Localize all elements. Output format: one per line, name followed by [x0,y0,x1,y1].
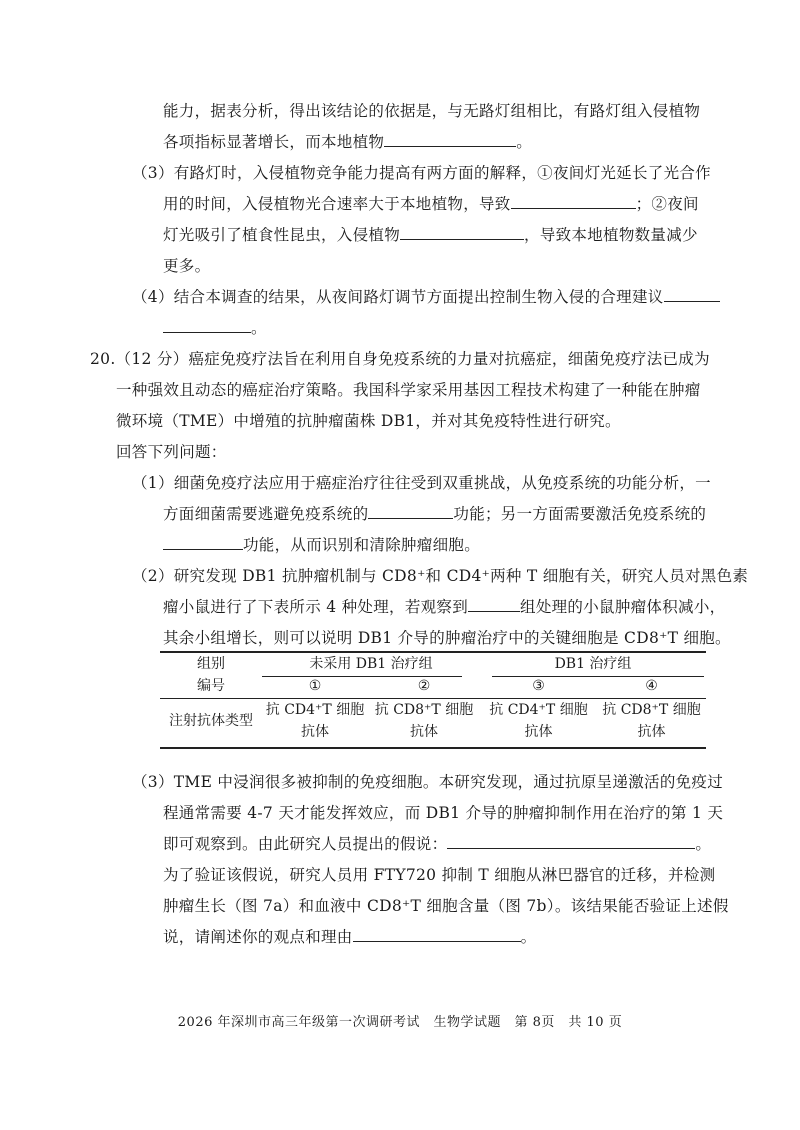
q19-4-text: 。 [251,319,267,337]
cell-text: 抗 CD8⁺T 细胞 [602,702,701,718]
treatment-table [160,653,706,743]
q19-3-line: （3）有路灯时，入侵植物竞争能力提高有两方面的解释，①夜间灯光延长了光合作 [132,164,711,182]
answer-blank[interactable] [511,194,636,209]
cell-text: 抗 CD4⁺T 细胞 [489,702,588,718]
table-cell: ④ [645,678,658,694]
cell-text: 抗体 [301,724,329,740]
cell-text: 抗 CD4⁺T 细胞 [265,702,365,718]
cell-text: 抗体 [524,724,553,740]
cell-text: 抗 CD8⁺T 细胞 [374,702,474,718]
page-footer: 2026 年深圳市高三年级第一次调研考试 生物学试题 第 8页 共 10 页 [177,1015,623,1030]
q20-1-text: 方面细菌需要逃避免疫系统的 [163,505,369,523]
q19-4-text: （4）结合本调查的结果，从夜间路灯调节方面提出控制生物入侵的合理建议 [132,288,664,306]
q20-3-line [163,927,536,947]
answer-blank[interactable] [400,225,524,240]
table-cell: 编号 [197,678,225,694]
q20-2-line [163,597,725,617]
q20-prompt: 回答下列问题： [116,443,227,461]
table-cell: 注射抗体类型 [169,713,253,729]
q19-3-text: 用的时间，入侵植物光合速率大于本地植物，导致 [163,195,511,213]
q19-text: 。 [516,133,533,151]
q20-3-text: 。 [695,835,712,853]
answer-blank[interactable] [163,318,251,333]
q20-3-line: （3）TME 中浸润很多被抑制的免疫细胞。本研究发现，通过抗原呈递激活的免疫过 [132,773,724,791]
q19-3-line [163,194,699,214]
table-cell [597,697,706,743]
answer-blank[interactable] [447,834,695,849]
answer-blank[interactable] [163,535,243,550]
q19-text-line: 能力，据表分析，得出该结论的依据是，与无路灯组相比，有路灯组入侵植物 [163,102,701,120]
table-cell [262,697,368,743]
answer-blank[interactable] [664,287,720,302]
q19-4-line [163,318,267,338]
q20-1-text: 功能；另一方面需要激活免疫系统的 [453,505,707,523]
table-cell: ③ [532,678,545,694]
q20-1-line [163,504,706,524]
answer-blank[interactable] [353,927,521,942]
q20-1-line [163,535,480,555]
q20-intro-line: 微环境（TME）中增殖的抗肿瘤菌株 DB1，并对其免疫特性进行研究。 [116,412,621,430]
q20-1-line: （1）细菌免疫疗法应用于癌症治疗往往受到双重挑战，从免疫系统的功能分析，一 [132,474,711,492]
q20-2-text: 瘤小鼠进行了下表所示 4 种处理，若观察到 [163,598,469,616]
table-cell: ① [308,678,322,694]
q20-3-line [163,834,711,854]
table-cell: DB1 治疗组 [554,656,632,672]
table-cell [368,697,480,743]
q20-3-text: 说，请阐述你的观点和理由 [163,928,353,946]
q20-3-line: 肿瘤生长（图 7a）和血液中 CD8⁺T 细胞含量（图 7b）。该结果能否验证上述假 [163,897,729,915]
q20-2-line: （2）研究发现 DB1 抗肿瘤机制与 CD8⁺和 CD4⁺两种 T 细胞有关，研究人员对黑色素 [132,567,749,585]
table-cell: 未采用 DB1 治疗组 [309,656,433,672]
table-bottom-rule [160,747,706,749]
cell-text: 抗体 [637,724,666,740]
table-row-antibody [160,697,706,743]
q19-text: 各项指标显著增长，而本地植物 [163,133,385,151]
answer-blank[interactable] [368,504,453,519]
table-cell: 组别 [197,656,225,672]
q20-2-text: 组处理的小鼠肿瘤体积减小， [520,598,726,616]
q20-3-text: 。 [520,928,537,946]
q19-3-line: 更多。 [163,257,211,275]
answer-blank[interactable] [468,597,520,612]
table-row-number [160,675,706,697]
q20-2-line: 其余小组增长，则可以说明 DB1 介导的肿瘤治疗中的关键细胞是 CD8⁺T 细胞。 [163,629,731,647]
q20-3-line: 为了验证该假说，研究人员用 FTY720 抑制 T 细胞从淋巴器官的迁移，并检测 [163,866,716,884]
q19-3-text: 灯光吸引了植食性昆虫，入侵植物 [163,226,401,244]
q19-3-line [163,225,698,245]
q19-3-text: ，导致本地植物数量减少 [524,226,698,244]
answer-blank[interactable] [384,132,516,147]
q19-3-text: ；②夜间 [635,195,699,213]
cell-text: 抗体 [410,724,438,740]
q20-intro-line: 一种强效且动态的癌症治疗策略。我国科学家采用基因工程技术构建了一种能在肿瘤 [116,381,701,399]
table-cell [480,697,597,743]
q20-1-text: 功能，从而识别和清除肿瘤细胞。 [243,536,481,554]
q20-3-text: 即可观察到。由此研究人员提出的假说： [163,835,448,853]
table-cell: ② [417,678,431,694]
q20-intro-line: 20.（12 分）癌症免疫疗法旨在利用自身免疫系统的力量对抗癌症，细菌免疫疗法已成为 [90,350,710,368]
table-row-group [160,653,706,675]
q19-text-line [163,132,532,152]
q20-3-line: 程通常需要 4-7 天才能发挥效应，而 DB1 介导的肿瘤抑制作用在治疗的第 1 天 [163,804,724,822]
q19-4-line [132,287,720,307]
